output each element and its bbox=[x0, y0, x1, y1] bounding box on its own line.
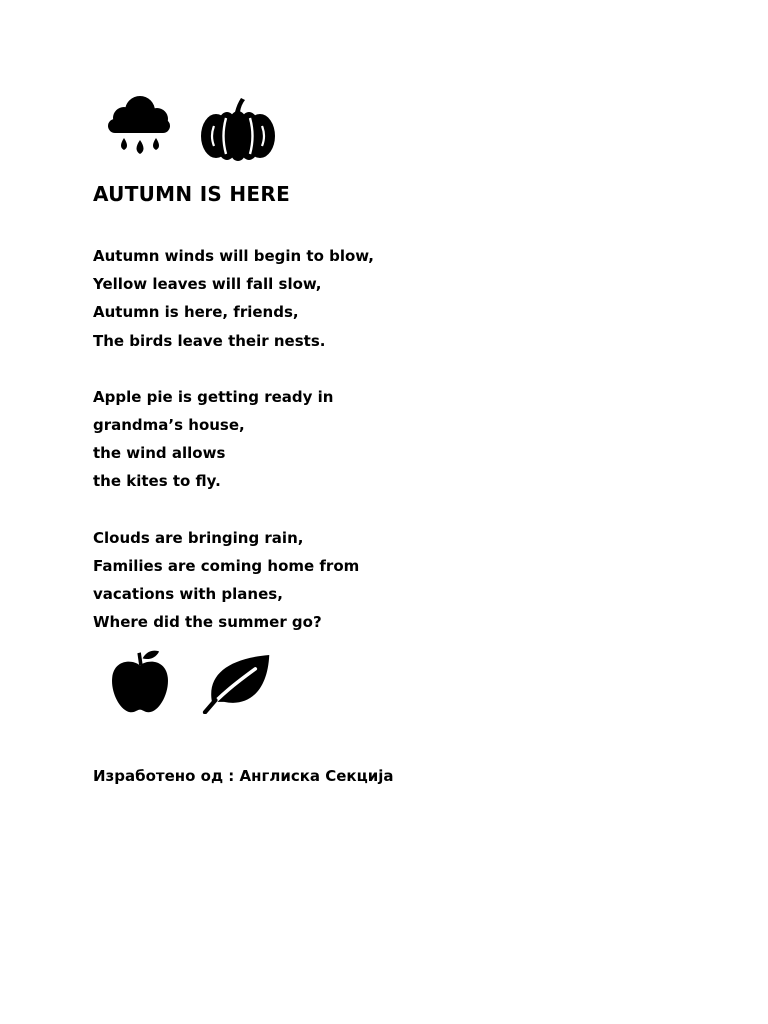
leaf-icon bbox=[198, 648, 278, 714]
poem-line: vacations with planes, bbox=[93, 585, 283, 604]
stanza-2 bbox=[93, 383, 513, 496]
poem-line: Yellow leaves will fall slow, bbox=[93, 275, 322, 294]
pumpkin-icon bbox=[198, 96, 278, 162]
stanza-3 bbox=[93, 524, 513, 637]
apple-icon bbox=[100, 648, 180, 714]
top-icon-row bbox=[100, 96, 278, 162]
poem-line: Where did the summer go? bbox=[93, 613, 322, 632]
credit-line: Изработено од : Англиска Секција bbox=[93, 767, 394, 785]
rain-cloud-icon bbox=[100, 96, 180, 162]
poem-line: Families are coming home from bbox=[93, 556, 360, 575]
poem-line: the wind allows bbox=[93, 444, 226, 463]
stanza-1 bbox=[93, 242, 513, 355]
bottom-icon-row bbox=[100, 648, 278, 714]
poem-line: Apple pie is getting ready in bbox=[93, 387, 334, 406]
poem-line: Autumn winds will begin to blow, bbox=[93, 247, 374, 265]
poem-line: The birds leave their nests. bbox=[93, 331, 326, 350]
poem-line: grandma’s house, bbox=[93, 416, 245, 435]
poem-title: AUTUMN IS HERE bbox=[93, 182, 291, 206]
poem-line: Autumn is here, friends, bbox=[93, 303, 299, 322]
poem-body bbox=[93, 242, 513, 664]
poem-line: the kites to fly. bbox=[93, 472, 221, 491]
poem-line: Clouds are bringing rain, bbox=[93, 528, 304, 547]
